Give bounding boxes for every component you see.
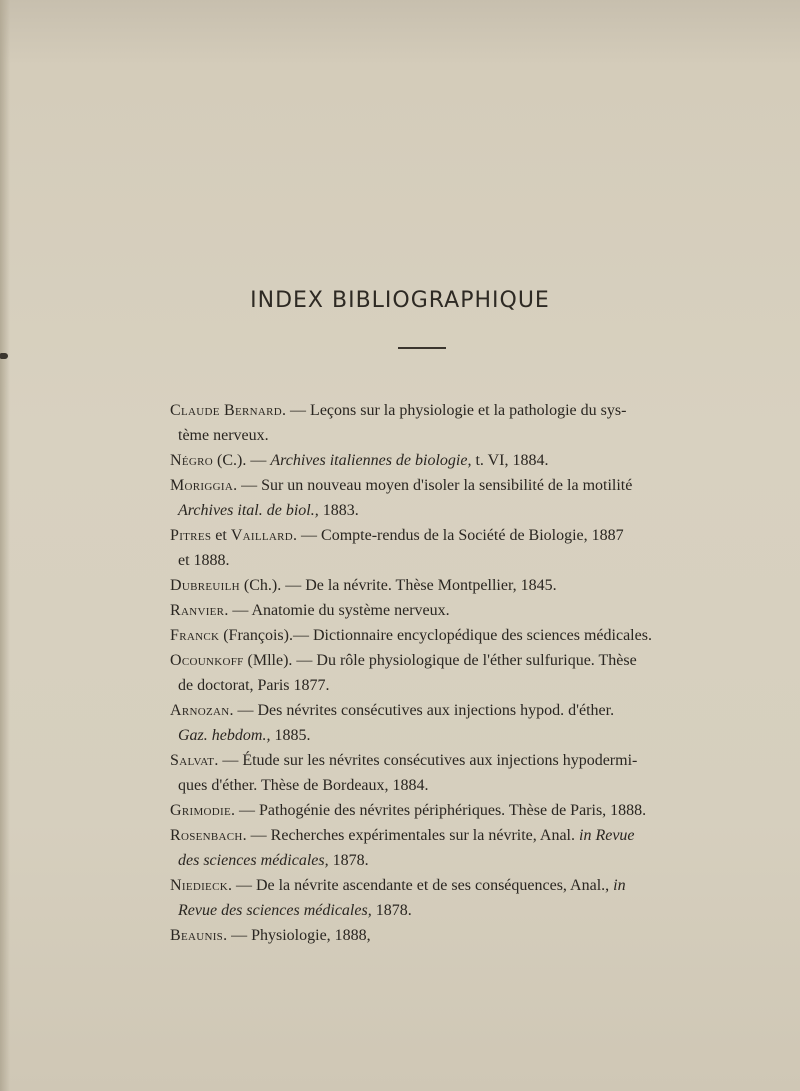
entry-journal: Gaz. hebdom., bbox=[178, 727, 271, 744]
entry-author: Ranvier bbox=[170, 602, 225, 619]
entry-text: (Mlle). — Du rôle physiologique de l'éther sulfurique. Thèse bbox=[243, 652, 637, 669]
bibliography-entry bbox=[170, 873, 670, 923]
bibliography-entry bbox=[170, 698, 670, 748]
bibliography-entry bbox=[170, 598, 670, 623]
entry-continuation: de doctorat, Paris 1877. bbox=[178, 677, 330, 694]
entry-journal-inline: in Revue bbox=[579, 827, 635, 844]
entry-author: Arnozan bbox=[170, 702, 230, 719]
title-rule bbox=[398, 347, 446, 349]
entry-text: . — Pathogénie des névrites périphériques. Thèse de Paris, 1888. bbox=[231, 802, 647, 819]
entry-continuation: et 1888. bbox=[178, 552, 230, 569]
entry-text: . — Leçons sur la physiologie et la pathologie du sys- bbox=[282, 402, 627, 419]
entry-author: Franck bbox=[170, 627, 220, 644]
entry-continuation bbox=[178, 848, 670, 873]
entry-author: Dubreuilh bbox=[170, 577, 240, 594]
entry-text: . — Anatomie du système nerveux. bbox=[224, 602, 450, 619]
bibliography-entry bbox=[170, 473, 670, 523]
bibliography-entry bbox=[170, 448, 670, 473]
entry-text-tail: t. VI, 1884. bbox=[471, 452, 549, 469]
entry-author: Moriggia bbox=[170, 477, 234, 494]
entry-journal: des sciences médicales, bbox=[178, 852, 329, 869]
bibliography-entry bbox=[170, 398, 670, 448]
entry-text: . — Physiologie, 1888, bbox=[223, 927, 371, 944]
bibliography-entry bbox=[170, 523, 670, 573]
entry-text: et bbox=[211, 527, 231, 544]
entry-author: Rosenbach bbox=[170, 827, 243, 844]
entry-text-tail: 1878. bbox=[328, 852, 369, 869]
entry-continuation: tème nerveux. bbox=[178, 427, 269, 444]
entry-author: Salvat bbox=[170, 752, 215, 769]
bibliography-entry bbox=[170, 573, 670, 598]
entry-text: . — De la névrite ascendante et de ses conséquences, Anal., bbox=[227, 877, 614, 894]
entry-text-tail: 1878. bbox=[371, 902, 412, 919]
entry-author-second: Vaillard bbox=[230, 527, 294, 544]
entry-text: . — Sur un nouveau moyen d'isoler la sensibilité de la motilité bbox=[233, 477, 633, 494]
bibliography-entry bbox=[170, 748, 670, 798]
entry-journal: Archives italiennes de biologie, bbox=[270, 452, 472, 469]
bibliography-entry bbox=[170, 648, 670, 698]
entry-continuation bbox=[178, 498, 670, 523]
entry-author: Négro bbox=[170, 452, 213, 469]
bibliography-entry bbox=[170, 798, 670, 823]
entry-text: . — Des névrites consécutives aux injections hypod. d'éther. bbox=[229, 702, 615, 719]
bibliography-entry bbox=[170, 823, 670, 873]
entry-author: Pitres bbox=[170, 527, 212, 544]
entry-text: (Ch.). — De la névrite. Thèse Montpellier, 1845. bbox=[239, 577, 557, 594]
bibliography-list bbox=[170, 398, 670, 948]
bibliography-entry bbox=[170, 623, 670, 648]
page-edge-shadow bbox=[0, 0, 10, 1091]
entry-journal: Revue des sciences médicales, bbox=[178, 902, 372, 919]
entry-text: . — Recherches expérimentales sur la névrite, Anal. bbox=[242, 827, 579, 844]
entry-text: (François).— Dictionnaire encyclopédique des sciences médicales. bbox=[219, 627, 652, 644]
entry-text-tail: 1885. bbox=[270, 727, 311, 744]
entry-continuation: ques d'éther. Thèse de Bordeaux, 1884. bbox=[178, 777, 429, 794]
ink-mark bbox=[0, 353, 8, 359]
entry-author: Claude Bernard bbox=[170, 402, 283, 419]
entry-author: Niedieck bbox=[170, 877, 228, 894]
entry-journal: Archives ital. de biol., bbox=[178, 502, 319, 519]
entry-text-tail: 1883. bbox=[318, 502, 359, 519]
entry-journal-inline: in bbox=[613, 877, 626, 894]
entry-continuation bbox=[178, 898, 670, 923]
entry-author: Beaunis bbox=[170, 927, 224, 944]
bibliography-entry bbox=[170, 923, 670, 948]
entry-text: . — Compte-rendus de la Société de Biologie, 1887 bbox=[293, 527, 624, 544]
entry-continuation bbox=[178, 723, 670, 748]
page-title: INDEX BIBLIOGRAPHIQUE bbox=[250, 288, 550, 313]
entry-author: Grimodie bbox=[170, 802, 232, 819]
entry-text: (C.). — bbox=[213, 452, 271, 469]
entry-text: . — Étude sur les névrites consécutives aux injections hypodermi- bbox=[214, 752, 638, 769]
entry-author: Ocounkoff bbox=[170, 652, 244, 669]
